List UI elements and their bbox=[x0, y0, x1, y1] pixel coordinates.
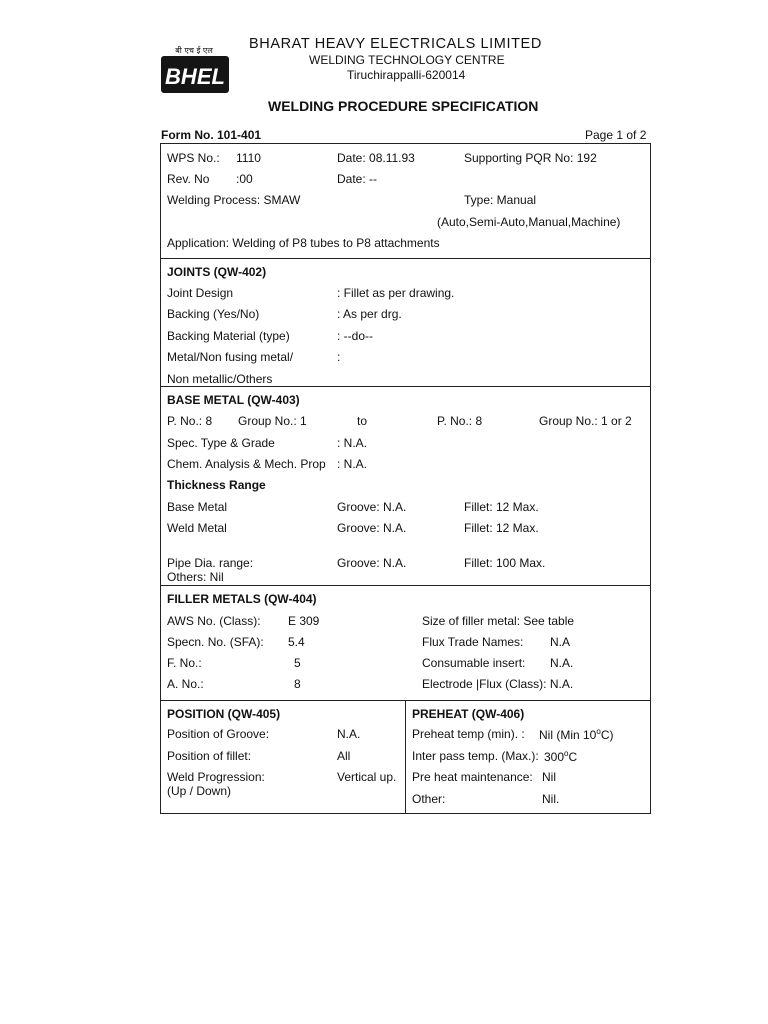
aws-label: AWS No. (Class): bbox=[167, 614, 261, 628]
group-no-1: Group No.: 1 bbox=[238, 414, 307, 428]
non-metallic-label: Non metallic/Others bbox=[167, 372, 273, 386]
metal-value: : bbox=[337, 350, 341, 364]
rev-value: :00 bbox=[236, 172, 253, 186]
base-metal-heading: BASE METAL (QW-403) bbox=[167, 393, 300, 407]
spec-label: Spec. Type & Grade bbox=[167, 436, 275, 450]
fno-value: 5 bbox=[294, 656, 301, 670]
joint-design-value: : Fillet as per drawing. bbox=[337, 286, 455, 300]
date-value: Date: 08.11.93 bbox=[337, 151, 415, 165]
flux-label: Flux Trade Names: bbox=[422, 635, 524, 649]
p-no-1: P. No.: 8 bbox=[167, 414, 213, 428]
interpass-label: Inter pass temp. (Max.): bbox=[412, 749, 539, 763]
preheat-min-value: Nil (Min 10$^o$C) bbox=[539, 727, 614, 742]
progression-value: Vertical up. bbox=[337, 770, 397, 784]
divider bbox=[405, 700, 406, 814]
maintenance-label: Pre heat maintenance: bbox=[412, 770, 533, 784]
size-filler: Size of filler metal: See table bbox=[422, 614, 575, 628]
pipe-fillet: Fillet: 100 Max. bbox=[464, 556, 546, 570]
p-no-2: P. No.: 8 bbox=[437, 414, 483, 428]
rev-label: Rev. No bbox=[167, 172, 210, 186]
progression-sub: (Up / Down) bbox=[167, 784, 232, 798]
other-label: Other: bbox=[412, 792, 446, 806]
divider bbox=[160, 386, 651, 387]
application: Application: Welding of P8 tubes to P8 attachments bbox=[167, 236, 440, 250]
type-options: (Auto,Semi-Auto,Manual,Machine) bbox=[437, 215, 621, 229]
logo-text: BHEL bbox=[165, 64, 225, 89]
base-fillet: Fillet: 12 Max. bbox=[464, 500, 539, 514]
centre-name: WELDING TECHNOLOGY CENTRE bbox=[309, 53, 505, 67]
fillet-position-value: All bbox=[337, 749, 351, 763]
to-text: to bbox=[357, 414, 368, 428]
joint-design-label: Joint Design bbox=[167, 286, 234, 300]
weld-label: Weld Metal bbox=[167, 521, 227, 535]
base-groove: Groove: N.A. bbox=[337, 500, 407, 514]
insert-value: N.A. bbox=[550, 656, 574, 670]
chem-label: Chem. Analysis & Mech. Prop bbox=[167, 457, 326, 471]
specn-label: Specn. No. (SFA): bbox=[167, 635, 264, 649]
pqr-value: Supporting PQR No: 192 bbox=[464, 151, 597, 165]
interpass-value: 300$^o$C bbox=[544, 749, 578, 764]
backing-material-value: : --do-- bbox=[337, 329, 373, 343]
divider bbox=[160, 258, 651, 259]
progression-label: Weld Progression: bbox=[167, 770, 265, 784]
logo-hindi-text: बी एच ई एल bbox=[175, 46, 213, 55]
wps-value: 1110 bbox=[236, 151, 261, 165]
other-value: Nil. bbox=[542, 792, 560, 806]
backing-material-label: Backing Material (type) bbox=[167, 329, 290, 343]
pipe-label: Pipe Dia. range: bbox=[167, 556, 254, 570]
metal-label: Metal/Non fusing metal/ bbox=[167, 350, 294, 364]
weld-groove: Groove: N.A. bbox=[337, 521, 407, 535]
form-number: Form No. 101-401 bbox=[161, 128, 262, 142]
flux-value: N.A bbox=[550, 635, 571, 649]
group-no-2: Group No.: 1 or 2 bbox=[539, 414, 632, 428]
joints-heading: JOINTS (QW-402) bbox=[167, 265, 267, 279]
groove-position-value: N.A. bbox=[337, 727, 361, 741]
preheat-heading: PREHEAT (QW-406) bbox=[412, 707, 525, 721]
chem-value: : N.A. bbox=[337, 457, 368, 471]
spec-value: : N.A. bbox=[337, 436, 368, 450]
filler-heading: FILLER METALS (QW-404) bbox=[167, 592, 317, 606]
ano-value: 8 bbox=[294, 677, 301, 691]
city-address: Tiruchirappalli-620014 bbox=[347, 68, 466, 82]
welding-type: Type: Manual bbox=[464, 193, 537, 207]
company-name: BHARAT HEAVY ELECTRICALS LIMITED bbox=[249, 36, 542, 52]
groove-position-label: Position of Groove: bbox=[167, 727, 270, 741]
fno-label: F. No.: bbox=[167, 656, 202, 670]
thickness-heading: Thickness Range bbox=[167, 478, 266, 492]
backing-label: Backing (Yes/No) bbox=[167, 307, 260, 321]
wps-label: WPS No.: bbox=[167, 151, 220, 165]
others: Others: Nil bbox=[167, 570, 224, 584]
electrode-flux: Electrode |Flux (Class): N.A. bbox=[422, 677, 574, 691]
page-number: Page 1 of 2 bbox=[585, 128, 647, 142]
position-heading: POSITION (QW-405) bbox=[167, 707, 281, 721]
divider bbox=[160, 585, 651, 586]
insert-label: Consumable insert: bbox=[422, 656, 526, 670]
welding-process: Welding Process: SMAW bbox=[167, 193, 301, 207]
ano-label: A. No.: bbox=[167, 677, 204, 691]
rev-date: Date: -- bbox=[337, 172, 378, 186]
aws-value: E 309 bbox=[288, 614, 320, 628]
document-title: WELDING PROCEDURE SPECIFICATION bbox=[268, 98, 539, 114]
weld-fillet: Fillet: 12 Max. bbox=[464, 521, 539, 535]
backing-value: : As per drg. bbox=[337, 307, 402, 321]
specn-value: 5.4 bbox=[288, 635, 305, 649]
pipe-groove: Groove: N.A. bbox=[337, 556, 407, 570]
maintenance-value: Nil bbox=[542, 770, 556, 784]
fillet-position-label: Position of fillet: bbox=[167, 749, 252, 763]
preheat-min-label: Preheat temp (min). : bbox=[412, 727, 525, 741]
bhel-logo bbox=[160, 42, 230, 94]
base-label: Base Metal bbox=[167, 500, 228, 514]
